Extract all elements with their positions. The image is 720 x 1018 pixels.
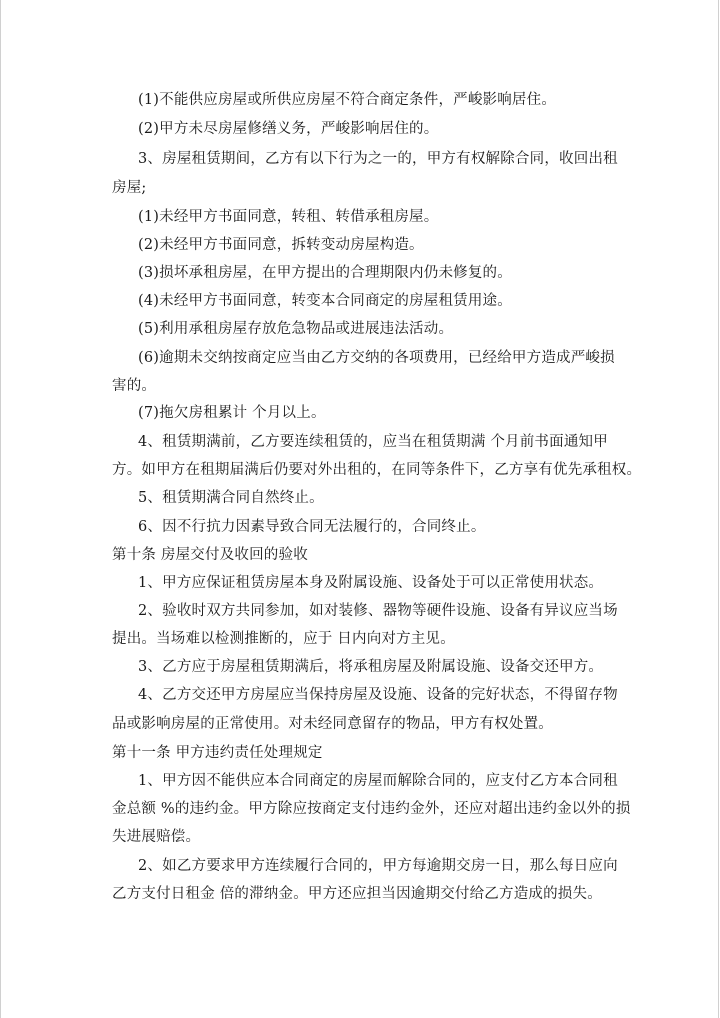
text-line: 2、如乙方要求甲方连续履行合同的，甲方每逾期交房一日，那么每日应向 [138, 858, 618, 874]
text-line: 乙方支付日租金 倍的滞纳金。甲方还应担当因逾期交付给乙方造成的损失。 [112, 886, 602, 902]
text-line: 品或影响房屋的正常使用。对未经同意留存的物品，甲方有权处置。 [112, 716, 553, 732]
text-line: (3)损坏承租房屋，在甲方提出的合理期限内仍未修复的。 [138, 265, 512, 281]
text-line: 1、甲方应保证租赁房屋本身及附属设施、设备处于可以正常使用状态。 [138, 575, 604, 591]
text-line: 3、乙方应于房屋租赁期满后，将承租房屋及附属设施、设备交还甲方。 [138, 659, 604, 675]
text-line: 害的。 [112, 378, 157, 394]
text-line: 4、乙方交还甲方房屋应当保持房屋及设施、设备的完好状态，不得留存物 [138, 687, 618, 703]
text-line: 5、租赁期满合同自然终止。 [138, 490, 324, 506]
text-line: (2)甲方未尽房屋修缮义务，严峻影响居住的。 [138, 121, 439, 137]
text-line: (4)未经甲方书面同意，转变本合同商定的房屋租赁用途。 [138, 293, 512, 309]
text-line: (1)未经甲方书面同意，转租、转借承租房屋。 [138, 209, 439, 225]
text-line: (6)逾期未交纳按商定应当由乙方交纳的各项费用，已经给甲方造成严峻损 [138, 350, 615, 366]
text-line: 失进展赔偿。 [112, 829, 201, 845]
text-line: 房屋; [112, 180, 147, 196]
section-heading: 第十一条 甲方违约责任处理规定 [112, 745, 323, 761]
text-line: (1)不能供应房屋或所供应房屋不符合商定条件，严峻影响居住。 [138, 92, 557, 108]
page-right-edge [718, 0, 719, 1018]
text-line: 方。如甲方在租期届满后仍要对外出租的，在同等条件下，乙方享有优先承租权。 [112, 462, 642, 478]
text-line: 2、验收时双方共同参加，如对装修、器物等硬件设施、设备有异议应当场 [138, 603, 618, 619]
section-heading: 第十条 房屋交付及收回的验收 [112, 547, 308, 563]
text-line: 6、因不行抗力因素导致合同无法履行的，合同终止。 [138, 519, 486, 535]
text-line: 3、房屋租赁期间，乙方有以下行为之一的，甲方有权解除合同，收回出租 [138, 151, 618, 167]
text-line: 4、租赁期满前，乙方要连续租赁的，应当在租赁期满 个月前书面通知甲 [138, 434, 608, 450]
page-left-edge [0, 0, 1, 1018]
text-line: (2)未经甲方书面同意，拆转变动房屋构造。 [138, 237, 424, 253]
text-line: 金总额 %的违约金。甲方除应按商定支付违约金外，还应对超出违约金以外的损 [112, 801, 631, 817]
text-line: (5)利用承租房屋存放危急物品或进展违法活动。 [138, 321, 454, 337]
text-line: 提出。当场难以检测推断的，应于 日内向对方主见。 [112, 631, 455, 647]
text-line: (7)拖欠房租累计 个月以上。 [138, 405, 326, 421]
text-line: 1、甲方因不能供应本合同商定的房屋而解除合同的，应支付乙方本合同租 [138, 773, 618, 789]
